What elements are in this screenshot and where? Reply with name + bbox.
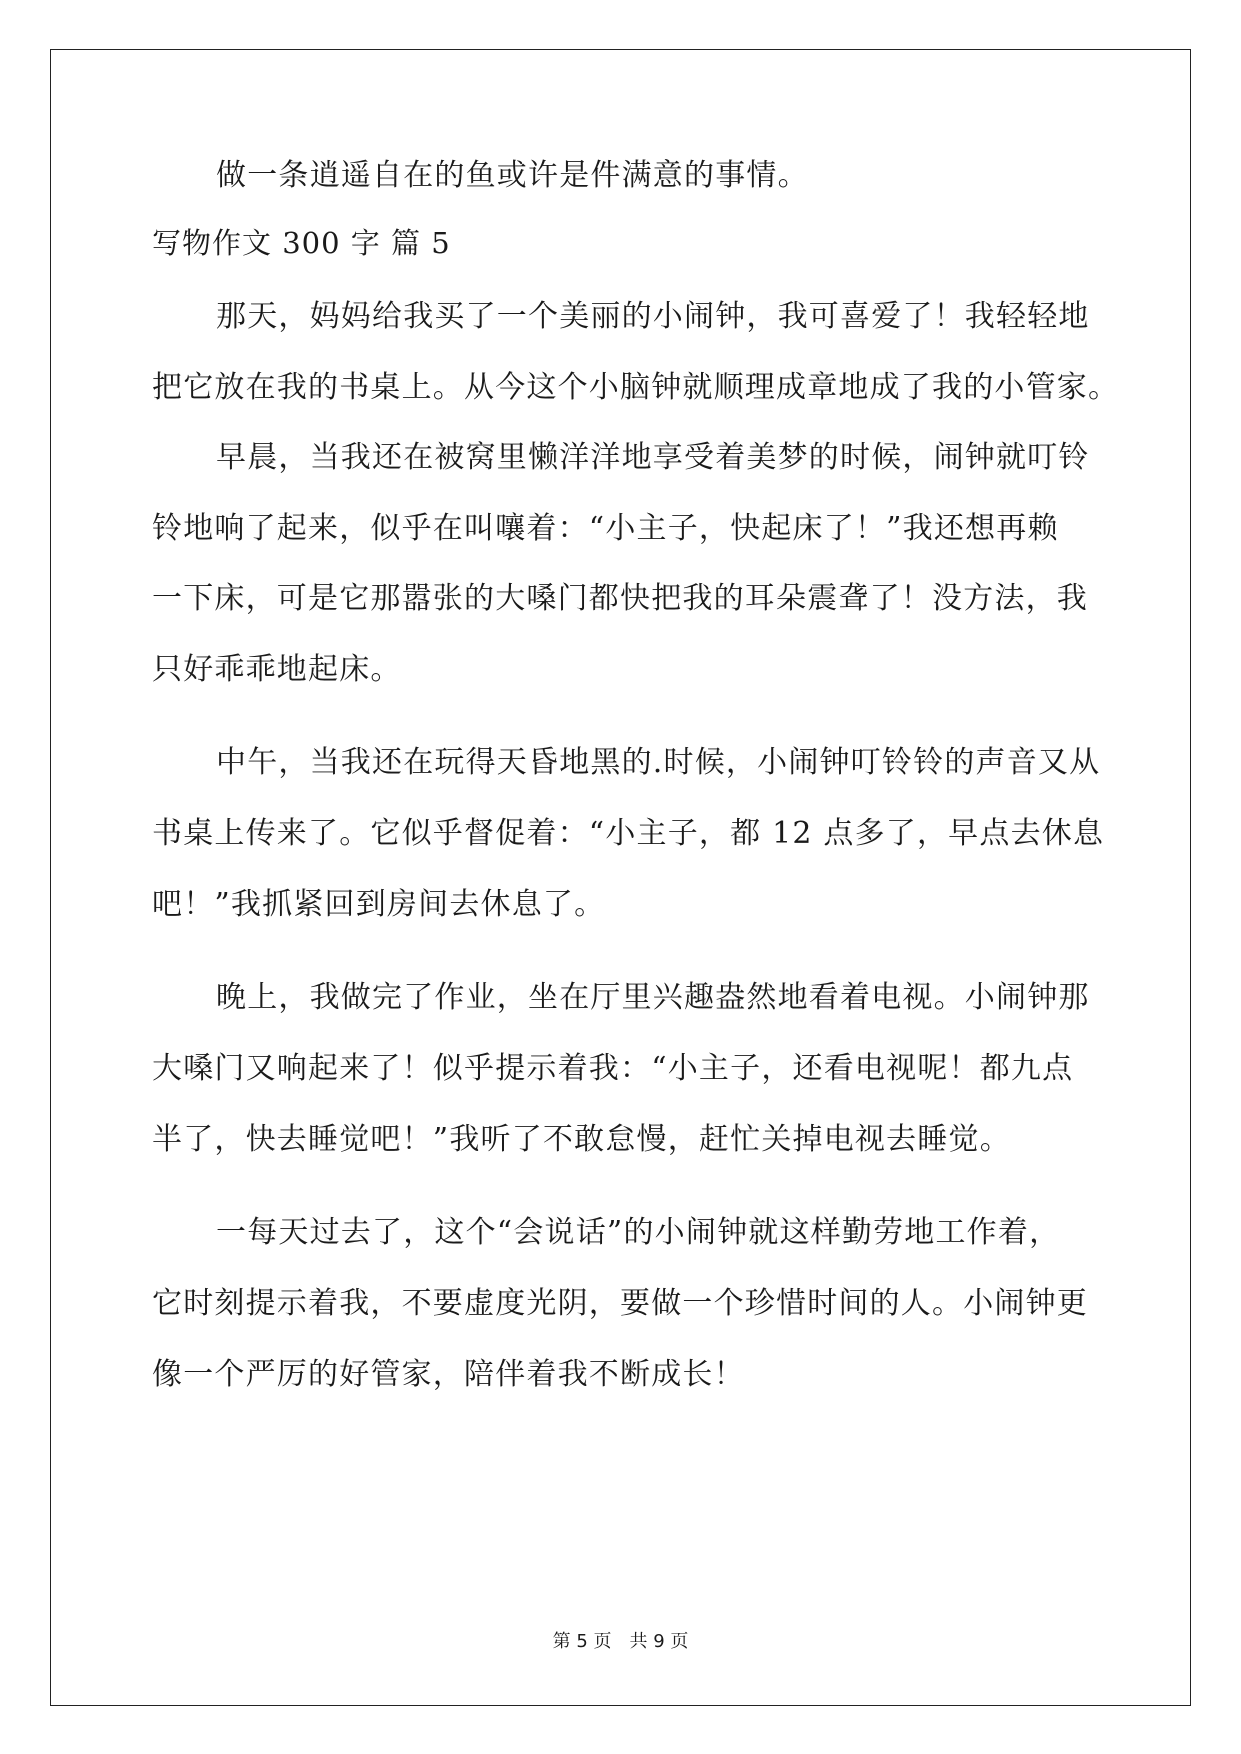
- paragraph-line: 早晨，当我还在被窝里懒洋洋地享受着美梦的时候，闹钟就叮铃: [216, 440, 1090, 475]
- paragraph-line: 晚上，我做完了作业，坐在厅里兴趣盎然地看着电视。小闹钟那: [216, 980, 1090, 1015]
- paragraph-line: 大嗓门又响起来了！似乎提示着我：“小主子，还看电视呢！都九点: [152, 1051, 1074, 1086]
- page-total: 共 9 页: [629, 1631, 689, 1652]
- page-number: 第 5 页: [552, 1631, 612, 1652]
- paragraph-line: 只好乖乖地起床。: [152, 652, 402, 687]
- paragraph-line: 一下床，可是它那嚣张的大嗓门都快把我的耳朵震聋了！没方法，我: [152, 581, 1088, 616]
- section-heading: 写物作文 300 字 篇 5: [152, 226, 451, 260]
- paragraph-line: 像一个严厉的好管家，陪伴着我不断成长！: [152, 1357, 745, 1392]
- paragraph-line: 书桌上传来了。它似乎督促着：“小主子，都 12 点多了，早点去休息: [152, 816, 1105, 851]
- page-footer: [0, 1630, 1241, 1654]
- paragraph-line: 半了，快去睡觉吧！”我听了不敢怠慢，赶忙关掉电视去睡觉。: [152, 1122, 1011, 1157]
- paragraph-line: 那天，妈妈给我买了一个美丽的小闹钟，我可喜爱了！我轻轻地: [216, 299, 1090, 334]
- paragraph-line: 吧！”我抓紧回到房间去休息了。: [152, 887, 606, 922]
- paragraph-line: 把它放在我的书桌上。从今这个小脑钟就顺理成章地成了我的小管家。: [152, 370, 1120, 405]
- paragraph-line: 铃地响了起来，似乎在叫嚷着：“小主子，快起床了！”我还想再赖: [152, 511, 1059, 546]
- paragraph-line: 做一条逍遥自在的鱼或许是件满意的事情。: [216, 158, 809, 193]
- paragraph-line: 中午，当我还在玩得天昏地黑的.时候，小闹钟叮铃铃的声音又从: [216, 745, 1101, 780]
- paragraph-line: 一每天过去了，这个“会说话”的小闹钟就这样勤劳地工作着，: [216, 1215, 1061, 1250]
- paragraph-line: 它时刻提示着我，不要虚度光阴，要做一个珍惜时间的人。小闹钟更: [152, 1286, 1088, 1321]
